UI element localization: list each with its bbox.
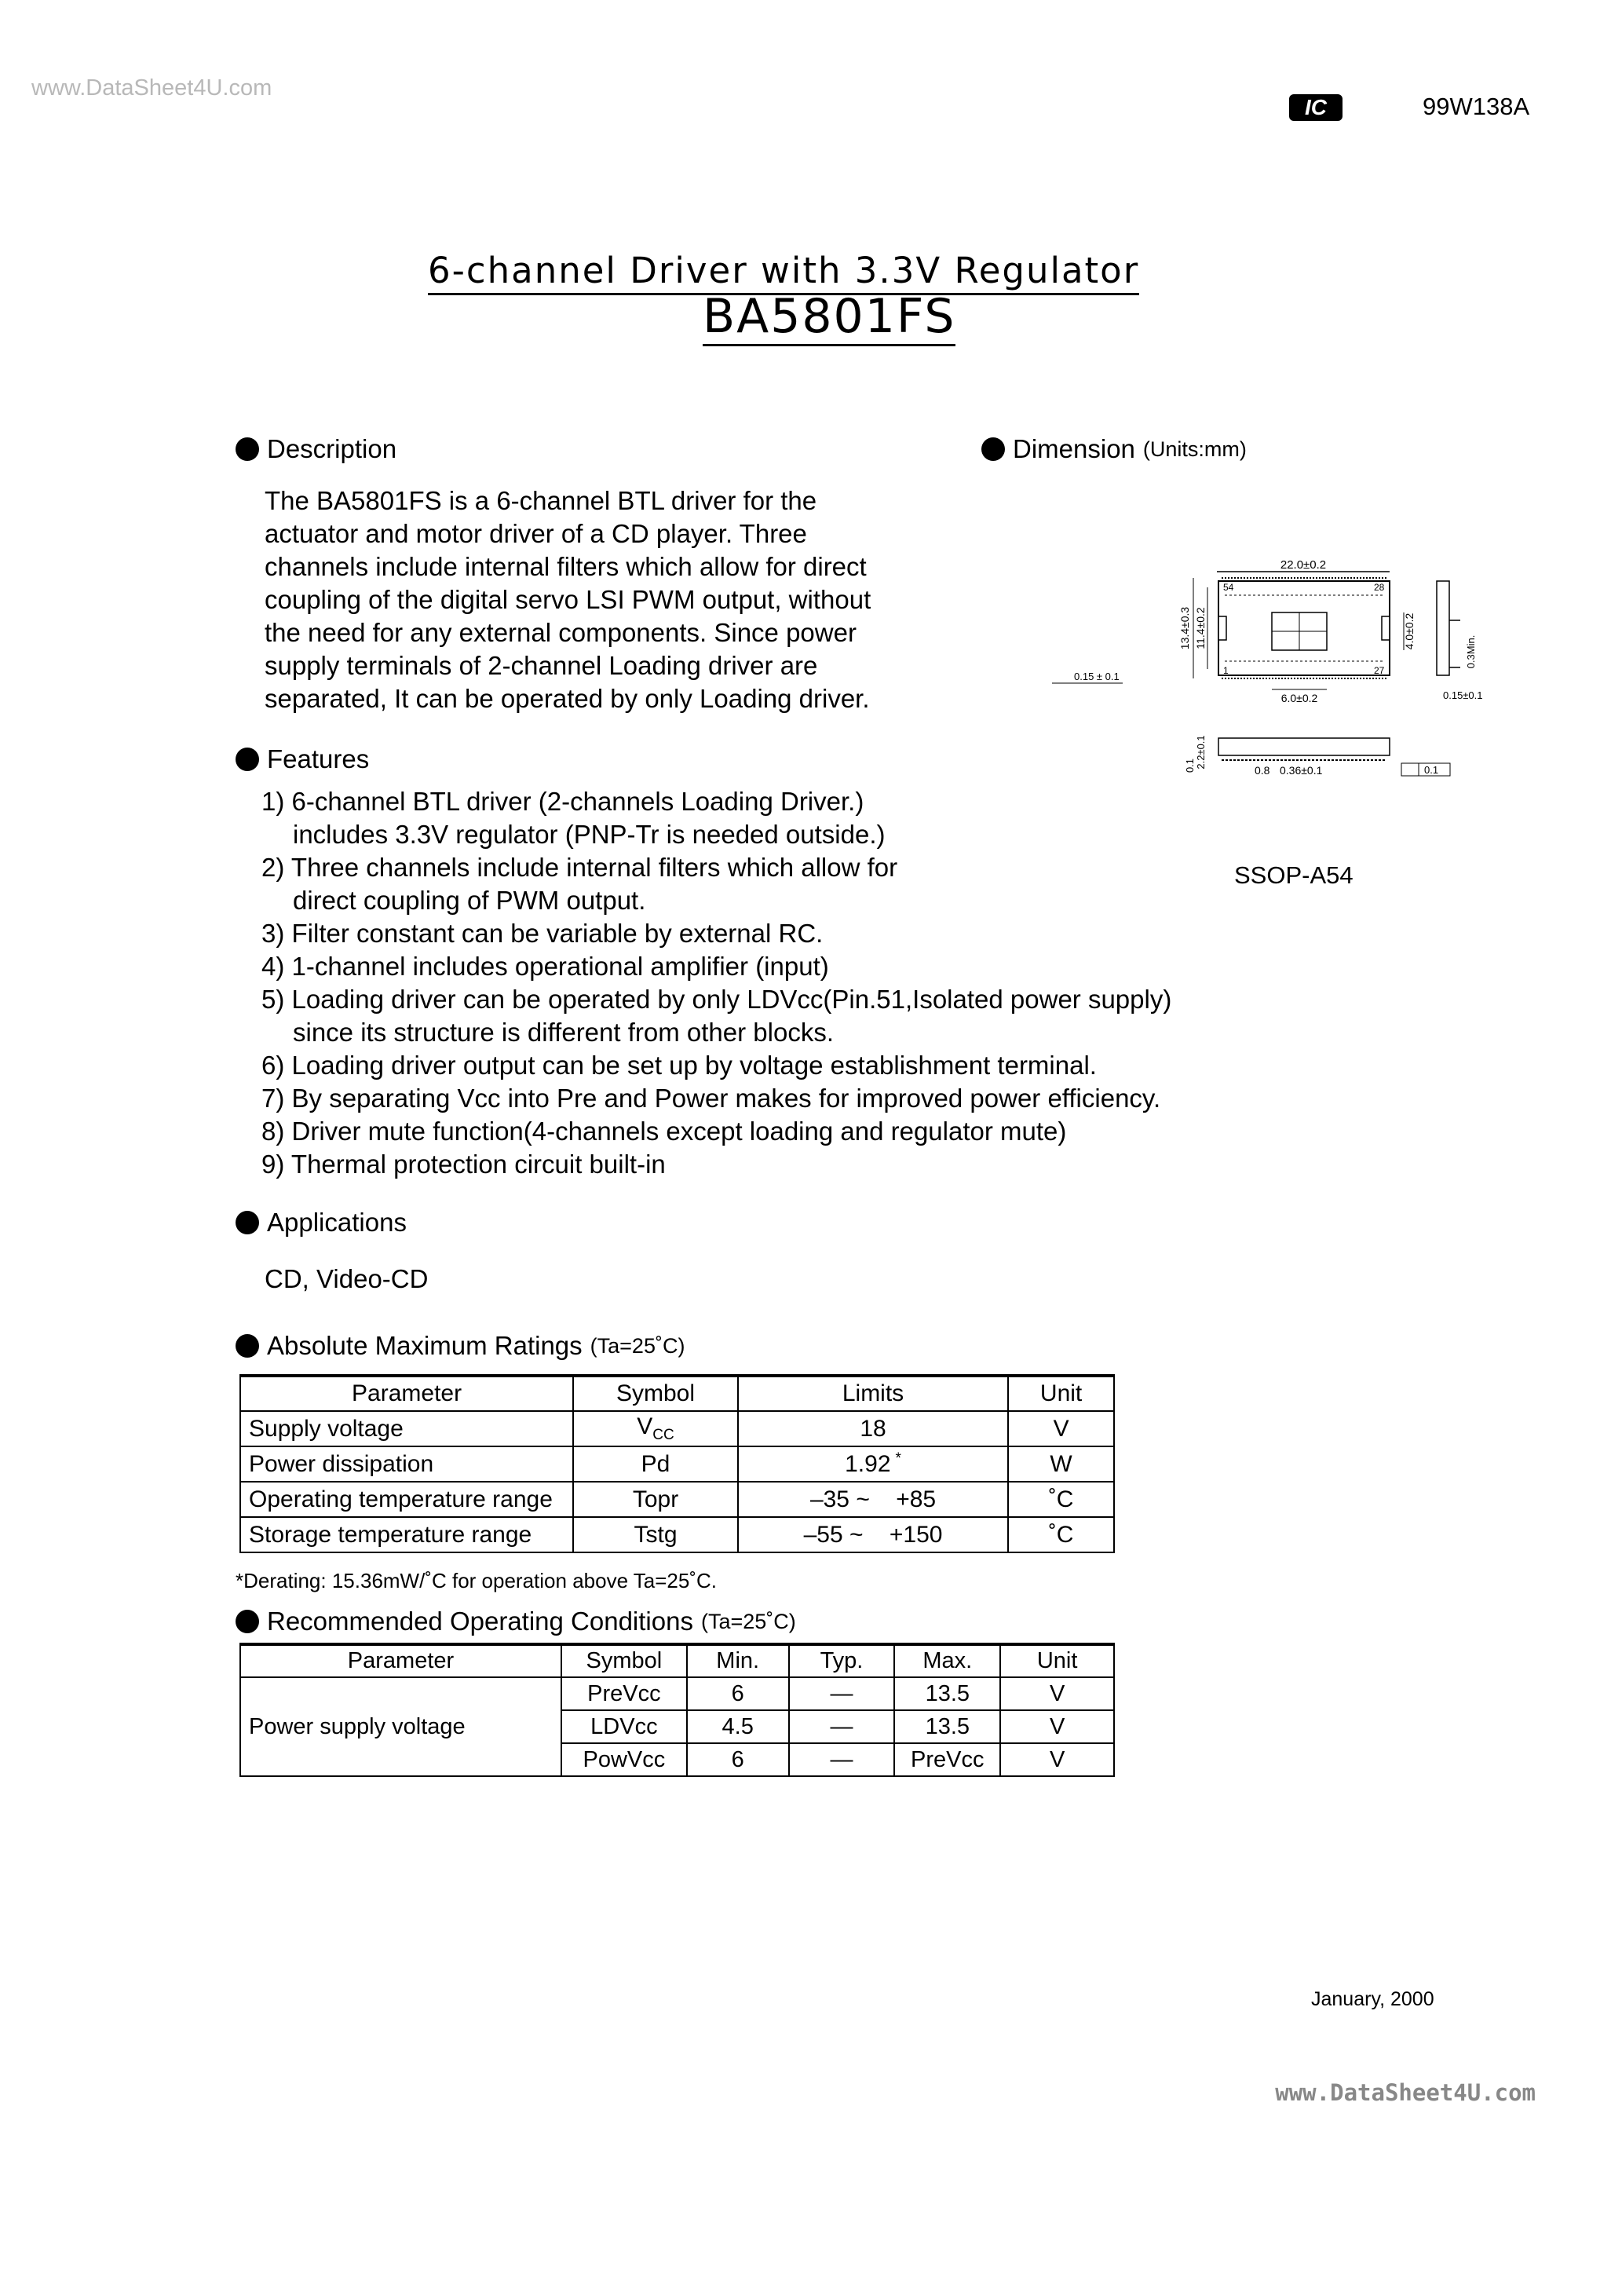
features-heading: Features <box>236 744 369 774</box>
list-item: 2) Three channels include internal filters which allow for <box>261 853 898 882</box>
column-header: Parameter <box>240 1376 573 1411</box>
pin-54-label: 54 <box>1223 582 1234 593</box>
dim-lead-width-label: 0.36±0.1 <box>1280 764 1323 777</box>
watermark-top[interactable]: www.DataSheet4U.com <box>31 75 272 101</box>
table-header-row <box>240 1644 1114 1677</box>
pin-28-label: 28 <box>1374 582 1385 593</box>
rec-op-heading: Recommended Operating Conditions (Ta=25˚C) <box>236 1607 796 1636</box>
dim-pitch-label: 0.8 <box>1255 764 1270 777</box>
dim-height-inner-label: 11.4±0.2 <box>1194 607 1207 649</box>
list-item: since its structure is different from other blocks. <box>293 1018 834 1047</box>
table-row: Operating temperature range Topr –35 ~ +85 ˚C <box>240 1482 1114 1517</box>
table-header-row <box>240 1376 1114 1411</box>
features-list <box>261 785 1321 1181</box>
document-code: 99W138A <box>1423 93 1530 120</box>
bullet-icon <box>236 1610 259 1633</box>
bullet-icon <box>236 1334 259 1358</box>
column-header: Symbol <box>573 1376 738 1411</box>
column-header: Min. <box>687 1644 789 1677</box>
abs-max-heading: Absolute Maximum Ratings (Ta=25˚C) <box>236 1331 685 1361</box>
list-item: 9) Thermal protection circuit built-in <box>261 1150 666 1179</box>
list-item: 1) 6-channel BTL driver (2-channels Loading Driver.) <box>261 787 864 816</box>
list-item: 8) Driver mute function(4-channels except loading and regulator mute) <box>261 1117 1067 1146</box>
dim-pad-width-label: 6.0±0.2 <box>1280 692 1318 704</box>
list-item: 4) 1-channel includes operational amplifier (input) <box>261 952 829 981</box>
table-row: LDVcc 4.5 — 13.5 V <box>240 1710 1114 1743</box>
watermark-bottom[interactable]: www.DataSheet4U.com <box>1275 2079 1536 2106</box>
parameter-cell: Power supply voltage <box>240 1677 561 1776</box>
abs-max-table <box>239 1374 1115 1553</box>
list-item: 7) By separating Vcc into Pre and Power makes for improved power efficiency. <box>261 1084 1161 1113</box>
column-header: Symbol <box>561 1644 687 1677</box>
package-name: SSOP-A54 <box>1234 861 1353 889</box>
side-view-body <box>1437 581 1449 675</box>
dim-lead-min-label: 0.3Min. <box>1465 634 1477 669</box>
rec-op-table <box>239 1643 1115 1777</box>
table-row: Supply voltage $V_{CC}$ 18 V <box>240 1411 1114 1446</box>
list-item: 3) Filter constant can be variable by external RC. <box>261 919 824 948</box>
dimension-heading: Dimension (Units:mm) <box>981 434 1247 464</box>
table-row: Power supply voltage PreVcc 6 — 13.5 V <box>240 1677 1114 1710</box>
list-item: includes 3.3V regulator (PNP-Tr is needed outside.) <box>293 820 886 849</box>
part-number-title: BA5801FS <box>703 289 955 344</box>
dim-height-outer-label: 13.4±0.3 <box>1178 606 1191 650</box>
list-item: direct coupling of PWM output. <box>293 886 646 915</box>
table-row: PowVcc 6 — PreVcc V <box>240 1743 1114 1776</box>
document-subtitle: 6-channel Driver with 3.3V Regulator <box>428 250 1331 291</box>
profile-view-body <box>1218 738 1390 755</box>
dim-standoff-label: 0.1 <box>1184 758 1196 773</box>
column-header: Unit <box>1008 1376 1114 1411</box>
bullet-icon <box>236 1211 259 1234</box>
column-header: Parameter <box>240 1644 561 1677</box>
document-date: January, 2000 <box>1311 1988 1434 2010</box>
column-header: Typ. <box>789 1644 895 1677</box>
company-logo: IC <box>1289 94 1343 121</box>
applications-heading: Applications <box>236 1208 407 1238</box>
dim-body-height-label: 2.2±0.1 <box>1195 735 1207 770</box>
dim-pad-height-label: 4.0±0.2 <box>1403 612 1416 650</box>
dim-left-tol-label: 0.15 ± 0.1 <box>1074 671 1120 682</box>
list-item: 5) Loading driver can be operated by only LDVcc(Pin.51,Isolated power supply) <box>261 985 1172 1014</box>
column-header: Unit <box>1000 1644 1114 1677</box>
column-header: Limits <box>738 1376 1008 1411</box>
bullet-icon <box>236 437 259 461</box>
dim-flatness-label: 0.1 <box>1424 764 1439 776</box>
pin-27-label: 27 <box>1374 665 1385 676</box>
table-row: Power dissipation Pd 1.92 * W <box>240 1446 1114 1482</box>
bullet-icon <box>236 748 259 771</box>
dim-side-thick-label: 0.15±0.1 <box>1443 689 1483 701</box>
description-heading: Description <box>236 434 396 464</box>
description-body: The BA5801FS is a 6-channel BTL driver for the actuator and motor driver of a CD player. Three channels include internal filters which allow for direct coupling of the digital servo LSI PWM output, without the need for any external components. Since power supply terminals of 2-channel Loading driver are separated, It can be operated by only Loading driver. <box>265 486 871 713</box>
list-item: 6) Loading driver output can be set up by voltage establishment terminal. <box>261 1051 1097 1080</box>
bullet-icon <box>981 437 1005 461</box>
applications-text: CD, Video-CD <box>265 1264 429 1293</box>
pin-1-label: 1 <box>1223 665 1229 676</box>
column-header: Max. <box>894 1644 1000 1677</box>
package-dimension-drawing <box>1044 550 1515 785</box>
abs-max-footnote: *Derating: 15.36mW/˚C for operation above Ta=25˚C. <box>236 1569 718 1592</box>
dim-width-label: 22.0±0.2 <box>1280 558 1327 572</box>
table-row: Storage temperature range Tstg –55 ~ +150 ˚C <box>240 1517 1114 1552</box>
